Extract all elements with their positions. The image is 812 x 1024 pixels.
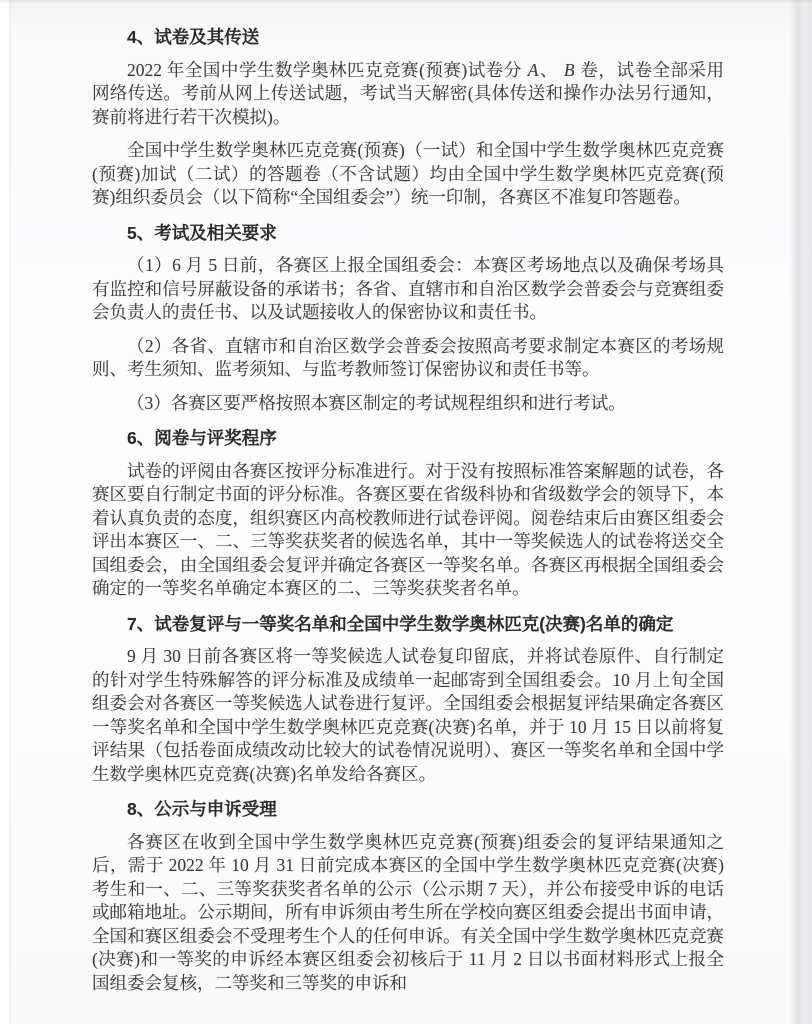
page-top-shade <box>0 0 812 4</box>
paper-variant-a: A <box>527 59 539 80</box>
section-heading-7: 7、试卷复评与一等奖名单和全国中学生数学奥林匹克(决赛)名单的确定 <box>127 613 674 634</box>
paragraph-review-and-finalist: 9 月 30 日前各赛区将一等奖候选人试卷复印留底，并将试卷原件、自行制定的针对学生特殊解答的评分标准及成绩单一起邮寄到全国组委会。10 月上旬全国组委会对各赛区一等奖候选人试卷进行复评。全国组委会根据复评结果确定各赛区一等奖名单和全国中学生数学奥林匹克竞赛(决赛)名单，并于 10 月 15 日以前将复评结果（包括卷面成绩改动比较大的试卷情况说明）、赛区一等奖名单和全国中学生数学奥林匹克竞赛(决赛)名单发给各赛区。 <box>92 646 724 784</box>
document-content <box>92 16 724 1005</box>
paragraph-answer-sheets: 全国中学生数学奥林匹克竞赛(预赛)（一试）和全国中学生数学奥林匹克竞赛(预赛)加试（二试）的答题卷（不含试题）均由全国中学生数学奥林匹克竞赛(预赛)组织委员会（以下简称“全国组委会”）统一印制，各赛区不准复印答题卷。 <box>92 140 724 207</box>
paragraph-exam-requirement-3: （3）各赛区要严格按照本赛区制定的考试规程组织和进行考试。 <box>127 392 626 413</box>
paragraph-exam-requirement-2: （2）各省、直辖市和自治区数学会普委会按照高考要求制定本赛区的考场规则、考生须知、监考须知、与监考教师签订保密协议和责任书等。 <box>92 335 724 379</box>
paragraph-paper-transmission <box>92 59 724 130</box>
page-edge-shadow <box>789 0 812 1024</box>
section-heading-6: 6、阅卷与评奖程序 <box>127 428 277 448</box>
section-heading-5: 5、考试及相关要求 <box>127 222 277 243</box>
paragraph-exam-requirement-1: （1）6 月 5 日前，各赛区上报全国组委会：本赛区考场地点以及确保考场具有监控和信号屏蔽设备的承诺书；各省、直辖市和自治区数学会普委会与竞赛组委会负责人的责任书、以及试题接收人的保密协议和责任书。 <box>92 255 724 322</box>
page-left-margin-strip <box>0 0 9 1024</box>
paragraph-publicity-appeal: 各赛区在收到全国中学生数学奥林匹克竞赛(预赛)组委会的复评结果通知之后，需于 2022 年 10 月 31 日前完成本赛区的全国中学生数学奥林匹克竞赛(决赛)考生和一、二、三等奖获奖者名单的公示（公示期 7 天），并公布接受申诉的电话或邮箱地址。公示期间，所有申诉须由考生所在学校向赛区组委会提出书面申请，全国和赛区组委会不受理考生个人的任何申诉。有关全国中学生数学奥林匹克竞赛(决赛)和一等奖的申诉经本赛区组委会初核后于 11 月 2 日以书面材料形式上报全国组委会复核，二等奖和三等奖的申诉和 <box>92 831 724 993</box>
section-heading-8: 8、公示与申诉受理 <box>127 799 277 819</box>
paragraph-text: 2022 年全国中学生数学奥林匹克竞赛(预赛)试卷分 <box>127 59 527 80</box>
paper-variant-b: B <box>563 59 575 80</box>
paragraph-text: 卷，试卷全部采用网络传送。考前从网上传送试题，考试当天解密(具体传送和操作办法另行通知，赛前将进行若干次模拟)。 <box>92 59 725 127</box>
section-heading-4: 4、试卷及其传送 <box>127 27 260 47</box>
paragraph-grading-procedure: 试卷的评阅由各赛区按评分标准进行。对于没有按照标准答案解题的试卷，各赛区要自行制定书面的评分标准。各赛区要在省级科协和省级数学会的领导下，本着认真负责的态度，组织赛区内高校教师进行试卷评阅。阅卷结束后由赛区组委会评出本赛区一、二、三等奖获奖者的候选名单，其中一等奖候选人的试卷将送交全国组委会，由全国组委会复评并确定各赛区一等奖名单。各赛区再根据全国组委会确定的一等奖名单确定本赛区的二、三等奖获奖者名单。 <box>92 460 724 598</box>
paragraph-text: 、 <box>539 59 563 80</box>
